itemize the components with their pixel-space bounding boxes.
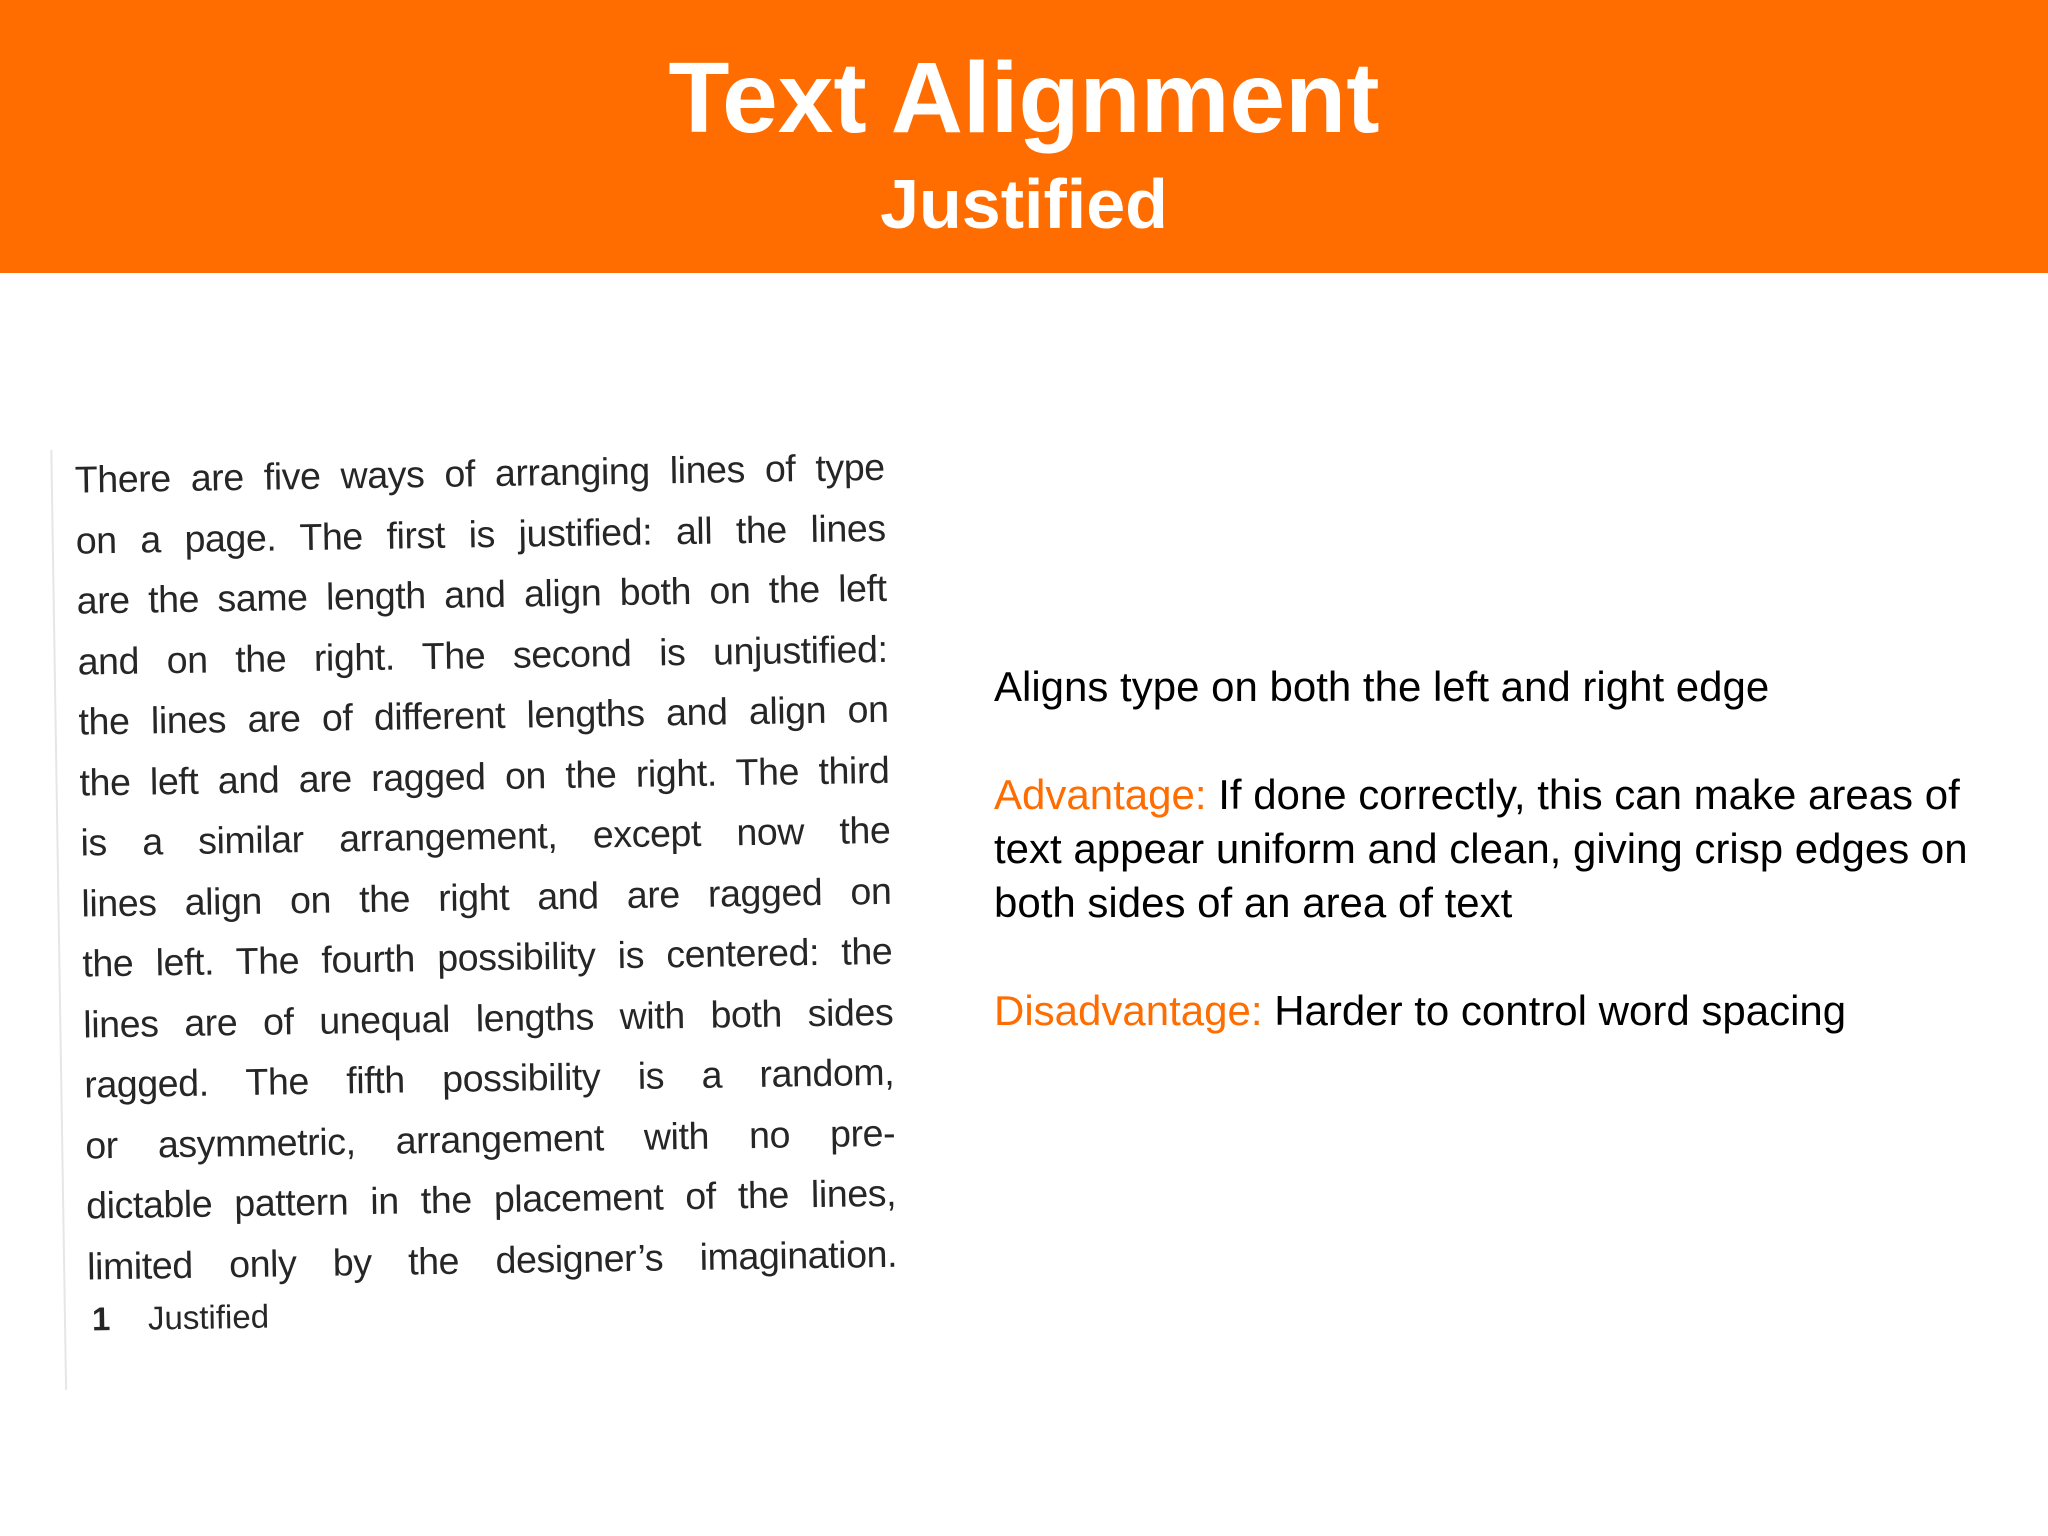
example-line: on a page. The first is justified: all the lines xyxy=(75,506,886,562)
slide-subtitle: Justified xyxy=(880,165,1168,243)
example-line: the left and are ragged on the right. The third xyxy=(79,748,890,804)
advantage-paragraph xyxy=(994,768,1994,930)
advantage-label: Advantage: xyxy=(994,771,1207,818)
example-line: lines are of unequal lengths with both sides xyxy=(83,990,894,1046)
example-caption xyxy=(92,1297,270,1340)
justified-text-example xyxy=(48,416,923,1379)
scan-edge-divider xyxy=(50,450,67,1390)
caption-number: 1 xyxy=(91,1300,111,1338)
disadvantage-text: Harder to control word spacing xyxy=(1274,987,1847,1034)
caption-label: Justified xyxy=(147,1297,270,1337)
notes-panel xyxy=(994,660,1994,1092)
example-line: and on the right. The second is unjustified: xyxy=(77,627,888,683)
example-line: are the same length and align both on the left xyxy=(76,566,887,622)
advantage-text: If done correctly, this can make areas of text appear uniform and clean, giving crisp edges on both sides of an area of text xyxy=(994,771,1968,926)
disadvantage-paragraph xyxy=(994,984,1994,1038)
example-line: lines align on the right and are ragged on xyxy=(81,869,892,925)
title-banner xyxy=(0,0,2048,273)
example-line: the left. The fourth possibility is centered: the xyxy=(82,929,893,985)
example-line: There are five ways of arranging lines of type xyxy=(74,445,886,501)
example-paragraph xyxy=(74,437,897,1297)
example-line: dictable pattern in the placement of the lines, xyxy=(85,1171,897,1227)
example-line: is a similar arrangement, except now the xyxy=(80,808,891,864)
example-line: ragged. The fifth possibility is a random, xyxy=(83,1050,895,1106)
example-line: limited only by the designer’s imagination. xyxy=(86,1232,898,1287)
example-line: or asymmetric, arrangement with no pre- xyxy=(84,1111,896,1167)
disadvantage-label: Disadvantage: xyxy=(994,987,1263,1034)
description-text: Aligns type on both the left and right edge xyxy=(994,663,1770,710)
slide-title: Text Alignment xyxy=(668,42,1380,154)
example-line: the lines are of different lengths and align on xyxy=(78,687,889,743)
